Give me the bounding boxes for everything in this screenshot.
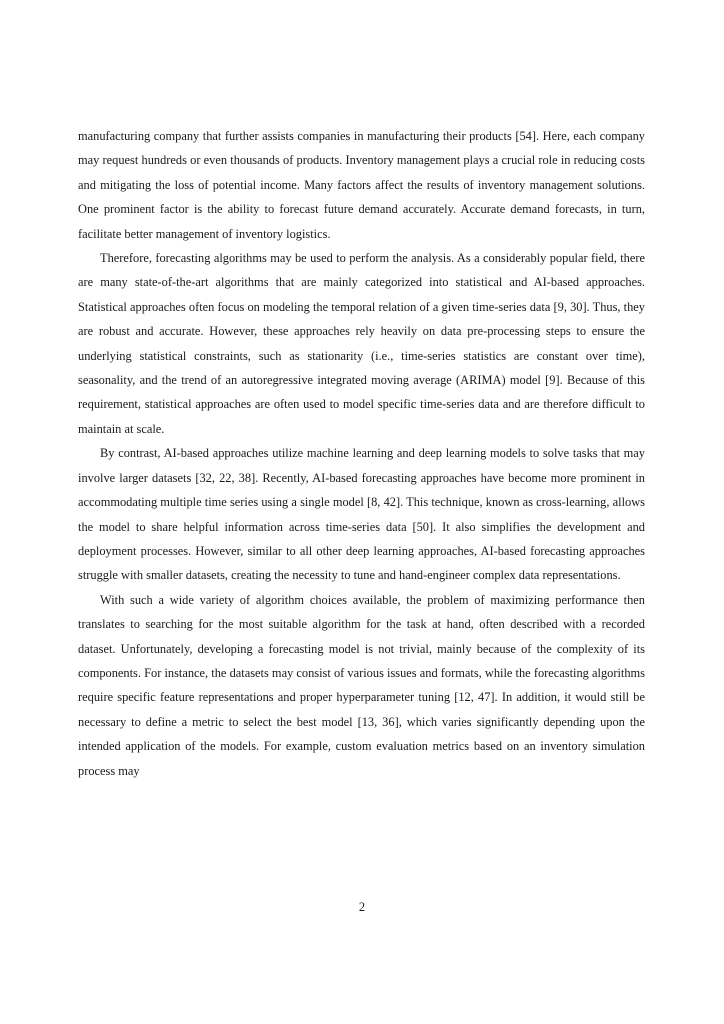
paragraph-4: With such a wide variety of algorithm choices available, the problem of maximizing performance then translates to searching for the most suitable algorithm for the task at hand, often described with a recorded dataset. Unfortunately, developing a forecasting model is not trivial, mainly because of the complexity of its components. For instance, the datasets may consist of various issues and formats, while the forecasting algorithms require specific feature representations and proper hyperparameter tuning [12, 47]. In addition, it would still be necessary to define a metric to select the best model [13, 36], which varies significantly depending upon the intended application of the models. For example, custom evaluation metrics based on an inventory simulation process may (78, 592, 645, 778)
paragraph-2: Therefore, forecasting algorithms may be used to perform the analysis. As a considerably popular field, there are many state-of-the-art algorithms that are mainly categorized into statistical and AI-based approaches. Statistical approaches often focus on modeling the temporal relation of a given time-series data [9, 30]. Thus, they are robust and accurate. However, these approaches rely heavily on data pre-processing steps to ensure the underlying statistical constraints, such as stationarity (i.e., time-series statistics are constant over time), seasonality, and the trend of an autoregressive integrated moving average (ARIMA) model [9]. Because of this requirement, statistical approaches are often used to model specific time-series data and are therefore difficult to maintain at scale. (78, 251, 645, 436)
paragraph-1: manufacturing company that further assists companies in manufacturing their products [54]. Here, each company may request hundreds or even thousands of products. Inventory management plays a crucial role in reducing costs and mitigating the loss of potential income. Many factors affect the results of inventory management solutions. One prominent factor is the ability to forecast future demand accurately. Accurate demand forecasts, in turn, facilitate better management of inventory logistics. (78, 129, 645, 241)
paragraph-3: By contrast, AI-based approaches utilize machine learning and deep learning models to solve tasks that may involve larger datasets [32, 22, 38]. Recently, AI-based forecasting approaches have become more prominent in accommodating multiple time series using a single model [8, 42]. This technique, known as cross-learning, allows the model to share helpful information across time-series data [50]. It also simplifies the development and deployment processes. However, similar to all other deep learning approaches, AI-based forecasting approaches struggle with smaller datasets, creating the necessity to tune and hand-engineer complex data representations. (78, 446, 645, 583)
page-number: 2 (358, 900, 366, 914)
page-body (78, 124, 645, 783)
